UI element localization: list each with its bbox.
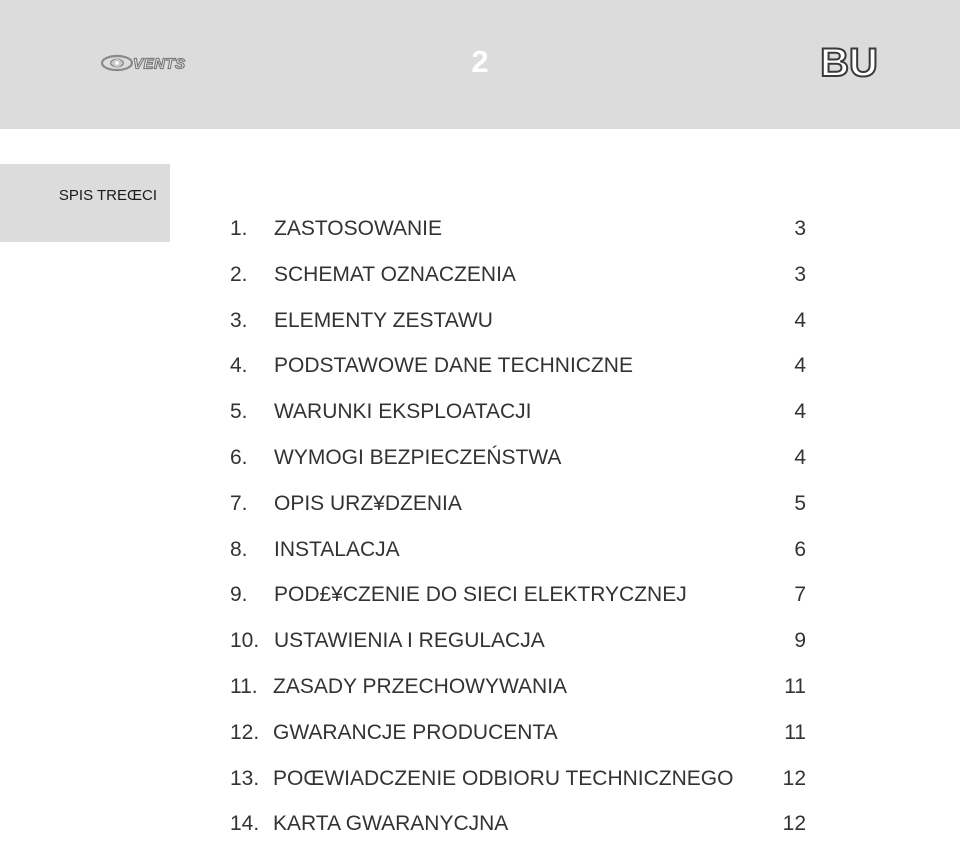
toc-entry — [230, 756, 810, 802]
toc-entry-title: OPIS URZ¥DZENIA — [274, 491, 462, 515]
toc-entry-number: 1. — [230, 217, 248, 240]
toc-entry-title: SCHEMAT OZNACZENIA — [274, 262, 516, 286]
toc-entry — [230, 389, 810, 435]
toc-entry-title: POŒWIADCZENIE ODBIORU TECHNICZNEGO — [273, 766, 734, 790]
toc-entry-number: 7. — [230, 491, 248, 515]
toc-entry-number: 10. — [230, 629, 260, 653]
vents-logo — [100, 46, 220, 80]
toc-entry-number: 9. — [230, 583, 248, 607]
toc-entry-page: 11 — [784, 674, 806, 698]
toc-entry — [230, 435, 810, 481]
toc-entry-number: 8. — [230, 537, 248, 561]
table-of-contents — [230, 206, 810, 847]
language-code-badge — [812, 38, 886, 86]
toc-entry-title: ZASTOSOWANIE — [274, 217, 443, 240]
toc-entry — [230, 343, 810, 389]
toc-entry-title: USTAWIENIA I REGULACJA — [274, 629, 545, 653]
toc-entry-number: 3. — [230, 308, 248, 332]
toc-entry — [230, 801, 810, 847]
toc-entry-number: 6. — [230, 445, 248, 469]
toc-entry-page: 6 — [794, 537, 806, 561]
toc-entry-title: ELEMENTY ZESTAWU — [274, 308, 493, 332]
page-header — [0, 0, 960, 129]
toc-entry-title: WYMOGI BEZPIECZEŃSTWA — [274, 445, 562, 469]
toc-entry-page: 11 — [784, 720, 806, 744]
toc-entry-number: 12. — [230, 720, 260, 744]
toc-entry-number: 4. — [230, 354, 248, 378]
toc-entry-title: WARUNKI EKSPLOATACJI — [274, 400, 532, 424]
toc-entry-number: 5. — [230, 400, 248, 424]
toc-entry-number: 14. — [230, 812, 260, 836]
toc-entry — [230, 252, 810, 298]
toc-entry — [230, 481, 810, 527]
toc-entry-number: 2. — [230, 262, 248, 286]
toc-entry-page: 4 — [794, 400, 806, 424]
toc-entry-title: KARTA GWARANYCJNA — [273, 812, 509, 836]
toc-entry-number: 11. — [230, 674, 258, 698]
toc-entry — [230, 664, 810, 710]
toc-entry-page: 5 — [794, 491, 806, 515]
toc-entry — [230, 206, 810, 252]
toc-entry-page: 3 — [794, 217, 806, 240]
toc-entry — [230, 572, 810, 618]
section-tab — [0, 164, 170, 242]
toc-entry-page: 12 — [782, 812, 806, 836]
toc-entry-page: 9 — [794, 629, 806, 653]
toc-entry-page: 3 — [794, 262, 806, 286]
toc-entry-page: 4 — [794, 308, 806, 332]
vents-fan-icon — [102, 56, 132, 70]
toc-entry-page: 4 — [794, 445, 806, 469]
toc-entry-title: GWARANCJE PRODUCENTA — [273, 720, 558, 744]
toc-entry-number: 13. — [230, 766, 260, 790]
toc-entry-page: 4 — [794, 354, 806, 378]
toc-entry — [230, 527, 810, 573]
language-code-text: BU — [820, 41, 878, 85]
toc-entry — [230, 710, 810, 756]
toc-entry-title: INSTALACJA — [274, 537, 400, 561]
section-tab-label: SPIS TREŒCI — [58, 187, 157, 204]
brand-wordmark: VENTS — [133, 55, 186, 73]
page-number: 2 — [471, 44, 489, 79]
toc-entry-title: ZASADY PRZECHOWYWANIA — [273, 674, 568, 698]
toc-entry — [230, 618, 810, 664]
toc-entry — [230, 298, 810, 344]
toc-entry-page: 12 — [782, 766, 806, 790]
toc-entry-title: PODSTAWOWE DANE TECHNICZNE — [274, 354, 633, 378]
toc-entry-page: 7 — [794, 583, 806, 607]
toc-entry-title: POD£¥CZENIE DO SIECI ELEKTRYCZNEJ — [274, 583, 687, 607]
